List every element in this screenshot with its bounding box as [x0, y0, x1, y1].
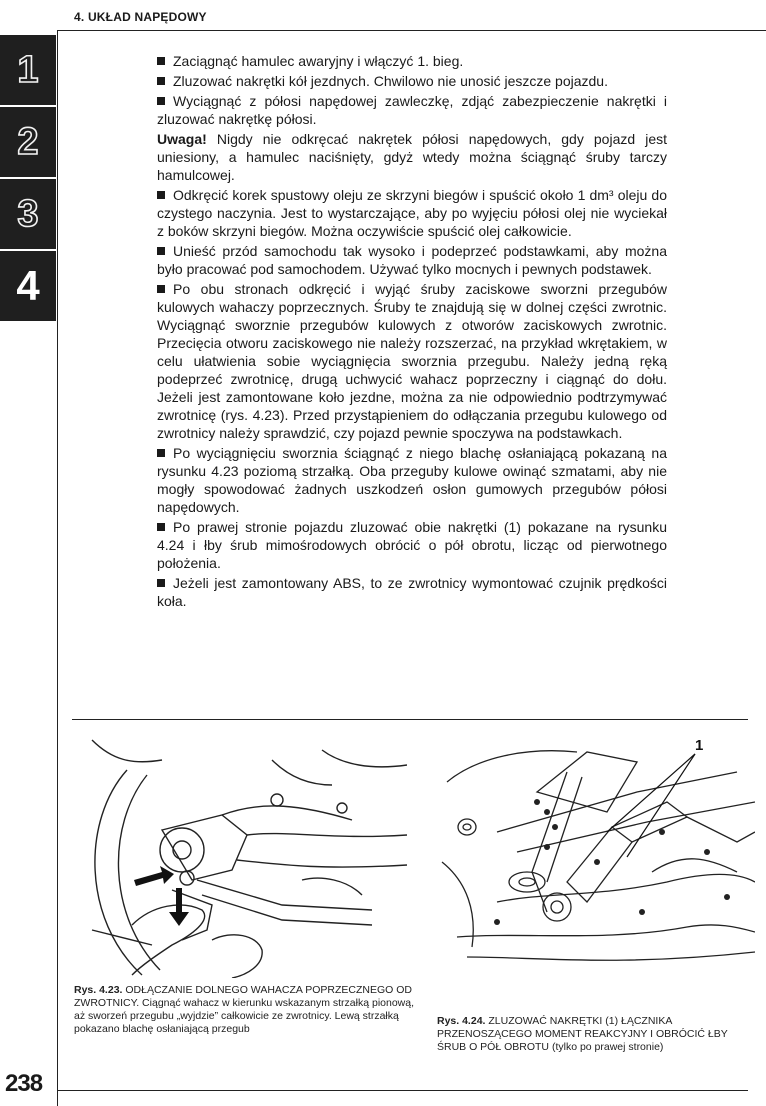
chapter-tab-4[interactable]: 4 [0, 251, 56, 321]
chapter-header: 4. UKŁAD NAPĘDOWY [74, 10, 207, 24]
bullet-icon [157, 57, 165, 65]
paragraph: Odkręcić korek spustowy oleju ze skrzyni biegów i spuścić około 1 dm³ oleju do czystego naczynia. Jest to wystarczające, aby po wyjęciu półosi olej nie wyciekał z boków skrzyni biegów. Można oczywiście spuścić olej całkowicie. [157, 187, 667, 239]
warning-text: Nigdy nie odkręcać nakrętek półosi napędowych, gdy pojazd jest uniesiony, a hamulec naciśnięty, gdyż wtedy można ściągnąć śruby tarczy hamulcowej. [157, 131, 667, 183]
figure-4-24-caption: Rys. 4.24. ZLUZOWAĆ NAKRĘTKI (1) ŁĄCZNIKA PRZENOSZĄCEGO MOMENT REAKCYJNY I OBRÓCIĆ ŁBY ŚRUB O PÓŁ OBROTU (tylko po prawej stronie) [437, 1015, 728, 1053]
callout-label: 1 [695, 737, 704, 754]
horizontal-arrow-icon [134, 866, 174, 886]
paragraph: Po prawej stronie pojazdu zluzować obie nakrętki (1) pokazane na rysunku 4.24 i łby śrub mimośrodowych obrócić o pół obrotu, licząc od pierwotnego położenia. [157, 519, 667, 571]
figure-4-23-illustration [72, 730, 407, 978]
bullet-icon [157, 191, 165, 199]
bullet-icon [157, 77, 165, 85]
chapter-tab-1[interactable]: 1 [0, 35, 56, 105]
paragraph: Po wyciągnięciu sworznia ściągnąć z niego blachę osłaniającą pokazaną na rysunku 4.23 poziomą strzałką. Oba przeguby kulowe owinąć szmatami, aby nie mogły spowodować żadnych uszkodzeń osłon gumowych przegubów półosi napędowych. [157, 445, 667, 515]
bullet-icon [157, 449, 165, 457]
paragraph: Unieść przód samochodu tak wysoko i podeprzeć podstawkami, aby można było pracować pod samochodem. Używać tylko mocnych i pewnych podstawek. [157, 243, 667, 277]
warning-label: Uwaga! [157, 131, 207, 147]
figure-4-23-caption: Rys. 4.23. ODŁĄCZANIE DOLNEGO WAHACZA POPRZECZNEGO OD ZWROTNICY. Ciągnąć wahacz w kierunku wskazanym strzałką pionową, aż sworzeń przegubu „wyjdzie” całkowicie ze zwrotnicy. Lewą strzałką pokazano blachę osłaniającą przegub [74, 984, 415, 1035]
paragraph: Po obu stronach odkręcić i wyjąć śruby zaciskowe sworzni przegubów kulowych wahaczy poprzecznych. Śruby te znajdują się w dolnej części zwrotnic. Wyciągnąć sworznie przegubów kulowych z otworów zaciskowych zwrotnic. Przecięcia otworu zaciskowego nie należy rozszerzać, na przykład wkrętakiem, w celu ułatwienia sobie wyciągnięcia sworznia przegubu. Należy jedną ręką podeprzeć zwrotnicę, drugą uchwycić wahacz poprzeczny i ciągnąć do dołu. Jeżeli jest zamontowane koło jezdne, można za nie odpowiednio podtrzymywać zwrotnicę (rys. 4.23). Przed przystąpieniem do odłączania przegubu kulowego od zwrotnicy należy sprawdzić, czy pojazd pewnie spoczywa na podstawkach. [157, 281, 667, 441]
section-divider [72, 719, 748, 720]
bullet-icon [157, 579, 165, 587]
chapter-tab-3[interactable]: 3 [0, 179, 56, 249]
paragraph: Wyciągnąć z półosi napędowej zawleczkę, zdjąć zabezpieczenie nakrętki i zluzować nakrętkę półosi. [157, 93, 667, 127]
footer-rule [57, 1090, 748, 1091]
warning-paragraph [157, 130, 667, 184]
bullet-icon [157, 285, 165, 293]
bullet-icon [157, 97, 165, 105]
paragraph: Jeżeli jest zamontowany ABS, to ze zwrotnicy wymontować czujnik prędkości koła. [157, 575, 667, 609]
header-rule [57, 30, 766, 31]
paragraph: Zaciągnąć hamulec awaryjny i włączyć 1. bieg. [157, 52, 667, 70]
vertical-arrow-icon [169, 888, 189, 926]
chapter-tab-2[interactable]: 2 [0, 107, 56, 177]
bullet-icon [157, 523, 165, 531]
chapter-tabs [0, 35, 56, 323]
paragraph: Zluzować nakrętki kół jezdnych. Chwilowo nie unosić jeszcze pojazdu. [157, 72, 667, 90]
margin-rule [57, 30, 58, 1106]
body-text [157, 52, 667, 612]
bullet-icon [157, 247, 165, 255]
page-number: 238 [5, 1070, 43, 1097]
figure-4-24-illustration [437, 732, 755, 987]
